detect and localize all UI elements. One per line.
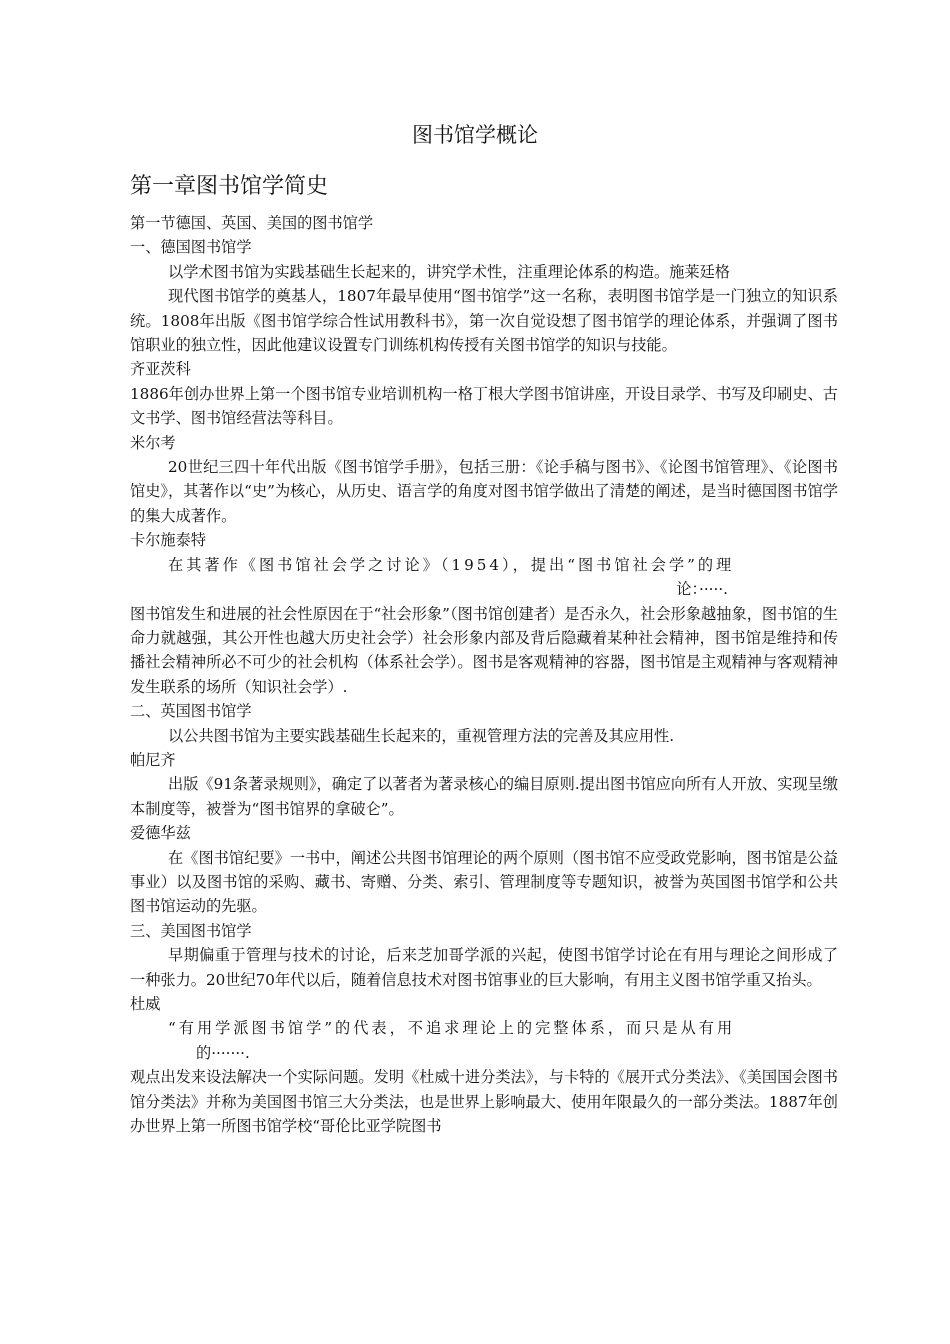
person-name: 齐亚茨科 (130, 360, 191, 379)
person-name: 杜威 (130, 995, 161, 1013)
paragraph: 在其著作《图书馆社会学之讨论》（1954），提出“图书馆社会学”的理 (168, 555, 735, 574)
paragraph-continuation: 论：·····. (676, 580, 728, 599)
paragraph: 以学术图书馆为实践基础生长起来的，讲究学术性，注重理论体系的构造。施莱廷格 (168, 262, 730, 281)
paragraph: 以公共图书馆为主要实践基础生长起来的，重视管理方法的完善及其应用性. (168, 726, 675, 745)
paragraph: 早期偏重于管理与技术的讨论，后来芝加哥学派的兴起，使图书馆学讨论在有用与理论之间形成了 一种张力。20世纪70年代以后，随着信息技术对图书馆事业的巨大影响，有用主义图书馆学重又抬头。 (130, 946, 838, 989)
paragraph: 现代图书馆学的奠基人，1807年最早使用“图书馆学”这一名称，表明图书馆学是一门独立的知识系统。1808年出版《图书馆学综合性试用教科书》，第一次自觉设想了图书馆学的理论体系，并强调了图书馆职业的独立性，因此他建议设置专门训练机构传授有关图书馆学的知识与技能。 (130, 287, 838, 355)
paragraph: 20世纪三四十年代出版《图书馆学手册》，包括三册：《论手稿与图书》、《论图书馆管理》、《论图书馆史》，其著作以“史”为核心，从历史、语言学的角度对图书馆学做出了清楚的阐述，是当时德国图书馆学的集大成著作。 (130, 458, 838, 525)
paragraph: 在《图书馆纪要》一书中，阐述公共图书馆理论的两个原则（图书馆不应受政党影响，图书馆是公益事业）以及图书馆的采购、藏书、寄赠、分类、索引、管理制度等专题知识，被誉为英国图书馆学和公共图书馆运动的先驱。 (130, 848, 838, 916)
paragraph: 观点出发来设法解决一个实际问题。发明《杜威十进分类法》，与卡特的《展开式分类法》、《美国国会图书馆分类法》并称为美国图书馆三大分类法，也是世界上影响最大、使用年限最久的一部分类法。1887年创办世界上第一所图书馆学校“哥伦比亚学院图书 (130, 1068, 838, 1136)
person-name: 卡尔施泰特 (130, 531, 206, 550)
document-title: 图书馆学概论 (412, 123, 538, 147)
subsection-heading: 三、美国图书馆学 (130, 921, 252, 940)
section-heading: 第一节德国、英国、美国的图书馆学 (130, 214, 373, 232)
document-body (130, 211, 838, 1138)
person-name: 帕尼齐 (130, 750, 176, 769)
paragraph: “有用学派图书馆学”的代表，不追求理论上的完整体系，而只是从有用 (168, 1019, 736, 1038)
paragraph-continuation: 的·······. (196, 1043, 250, 1062)
person-name: 爱德华兹 (130, 824, 191, 843)
subsection-heading: 一、德国图书馆学 (130, 238, 252, 257)
subsection-heading: 二、英国图书馆学 (130, 702, 252, 721)
person-name: 米尔考 (130, 433, 176, 452)
paragraph: 图书馆发生和进展的社会性原因在于“社会形象”（图书馆创建者）是否永久，社会形象越抽象，图书馆的生命力就越强，其公开性也越大历史社会学）社会形象内部及背后隐藏着某种社会精神，图书馆是维持和传播社会精神所必不可少的社会机构（体系社会学）。图书是客观精神的容器，图书馆是主观精神与客观精神发生联系的场所（知识社会学）. (130, 604, 838, 696)
chapter-heading: 第一章图书馆学简史 (130, 174, 329, 199)
paragraph: 1886年创办世界上第一个图书馆专业培训机构一格丁根大学图书馆讲座，开设目录学、书写及印刷史、古文书学、图书馆经营法等科目。 (130, 384, 838, 428)
paragraph: 出版《91条著录规则》，确定了以著者为著录核心的编目原则.提出图书馆应向所有人开放、实现呈缴本制度等，被誉为“图书馆界的拿破仑”。 (130, 775, 838, 818)
